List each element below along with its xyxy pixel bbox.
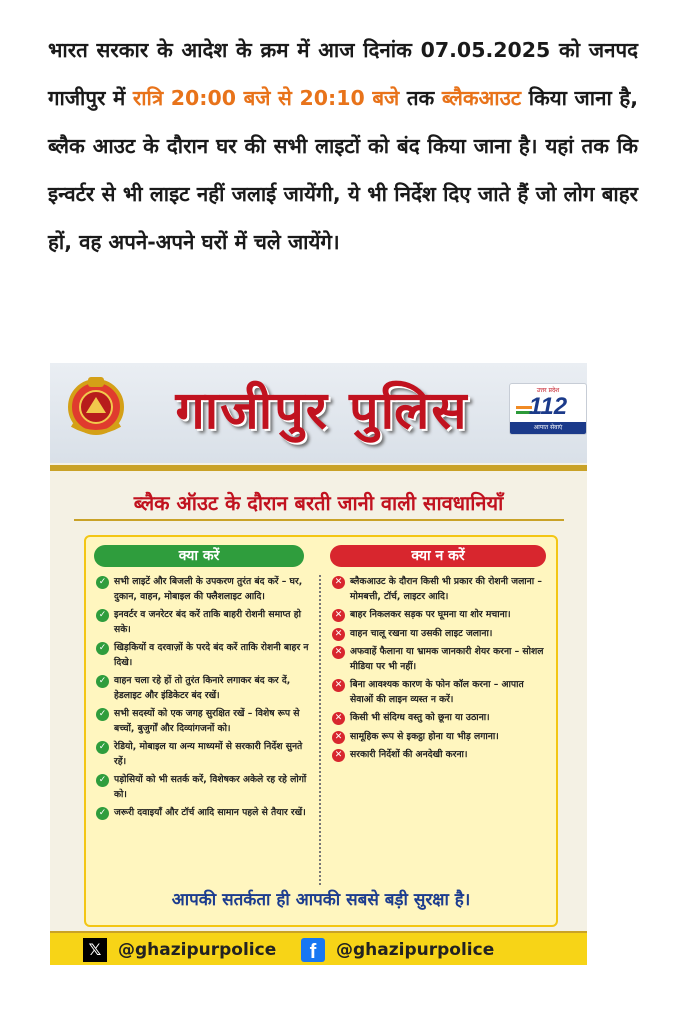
poster-tagline: आपकी सतर्कता ही आपकी सबसे बड़ी सुरक्षा है।: [171, 890, 471, 910]
do-list: [96, 575, 312, 825]
list-item: ✓ सभी लाइटें और बिजली के उपकरण तुरंत बंद करें – घर, दुकान, वाहन, मोबाइल की फ्लैशलाइट आदि।: [96, 575, 312, 604]
cross-icon: ✕: [332, 646, 345, 659]
list-item: ✕ बाहर निकलकर सड़क पर घूमना या शोर मचाना।: [332, 608, 546, 623]
check-icon: ✓: [96, 642, 109, 655]
list-item: ✓ इनवर्टर व जनरेटर बंद करें ताकि बाहरी रोशनी समाप्त हो सके।: [96, 608, 312, 637]
poster-heading: ब्लैक ऑउट के दौरान बरती जानी वाली सावधानियाँ: [133, 491, 504, 515]
x-handle: @ghazipurpolice: [118, 940, 277, 960]
badge-bottom-text: आपात सेवाएं: [510, 422, 586, 434]
check-icon: ✓: [96, 741, 109, 754]
list-item: ✕ किसी भी संदिग्ध वस्तु को छूना या उठाना।: [332, 711, 546, 726]
intro-blackout-highlight: ब्लैकआउट: [441, 86, 522, 110]
precautions-card: [84, 535, 558, 927]
do-header: क्या करें: [94, 545, 304, 567]
list-item: ✓ जरूरी दवाइयाँ और टॉर्च आदि सामान पहले से तैयार रखें।: [96, 806, 312, 821]
list-item: ✕ अफवाहें फैलाना या भ्रामक जानकारी शेयर करना – सोशल मीडिया पर भी नहीं।: [332, 645, 546, 674]
cross-icon: ✕: [332, 731, 345, 744]
check-icon: ✓: [96, 774, 109, 787]
intro-text-3: किया जाना है, ब्लैक आउट के दौरान घर की सभी लाइटों को बंद किया जाना है। यहां तक कि इन्वर्टर से भी लाइट नहीं जलाई जायेंगी, ये भी निर्देश दिए जाते हैं जो लोग बाहर हों, वह अपने-अपने घरों में चले जायेंगे।: [48, 86, 639, 254]
list-item: ✕ सरकारी निर्देशों की अनदेखी करना।: [332, 748, 546, 763]
social-footer: [50, 931, 587, 965]
cross-icon: ✕: [332, 712, 345, 725]
cross-icon: ✕: [332, 749, 345, 762]
heading-underline: [74, 519, 564, 521]
dont-header: क्या न करें: [330, 545, 546, 567]
police-poster-image: [50, 363, 587, 965]
facebook-icon: f: [301, 938, 325, 962]
list-item: ✕ वाहन चालू रखना या उसकी लाइट जलाना।: [332, 627, 546, 642]
list-item: ✓ रेडियो, मोबाइल या अन्य माध्यमों से सरकारी निर्देश सुनते रहें।: [96, 740, 312, 769]
cross-icon: ✕: [332, 628, 345, 641]
cross-icon: ✕: [332, 679, 345, 692]
check-icon: ✓: [96, 708, 109, 721]
intro-text-2: तक: [399, 86, 442, 110]
intro-time-highlight: रात्रि 20:00 बजे से 20:10 बजे: [132, 86, 400, 110]
check-icon: ✓: [96, 609, 109, 622]
check-icon: ✓: [96, 576, 109, 589]
check-icon: ✓: [96, 807, 109, 820]
check-icon: ✓: [96, 675, 109, 688]
badge-number: 112: [528, 393, 568, 420]
badge-top-text: उत्तर प्रदेश: [536, 387, 560, 394]
x-logo-icon: 𝕏: [83, 938, 107, 962]
intro-paragraph: [48, 26, 638, 266]
list-item: ✕ बिना आवश्यक कारण के फोन कॉल करना – आपात सेवाओं की लाइन व्यस्त न करें।: [332, 678, 546, 707]
dont-list: [332, 575, 546, 767]
facebook-handle: @ghazipurpolice: [336, 940, 495, 960]
cross-icon: ✕: [332, 609, 345, 622]
cross-icon: ✕: [332, 576, 345, 589]
list-item: ✓ खिड़कियों व दरवाज़ों के परदे बंद करें ताकि रोशनी बाहर न दिखे।: [96, 641, 312, 670]
list-item: ✓ पड़ोसियों को भी सतर्क करें, विशेषकर अकेले रह रहे लोगों को।: [96, 773, 312, 802]
emergency-112-badge: [509, 383, 587, 435]
intro-text-1: भारत सरकार के आदेश के क्रम में आज दिनांक 07.05.2025 को जनपद गाजीपुर में: [48, 38, 638, 110]
list-item: ✕ सामूहिक रूप से इकट्ठा होना या भीड़ लगाना।: [332, 730, 546, 745]
list-item: ✓ वाहन चला रहे हों तो तुरंत किनारे लगाकर बंद कर दें, हेडलाइट और इंडिकेटर बंद रखें।: [96, 674, 312, 703]
list-item: ✓ सभी सदस्यों को एक जगह सुरक्षित रखें – विशेष रूप से बच्चों, बुजुर्गों और दिव्यांगजनों को।: [96, 707, 312, 736]
up-police-emblem-icon: [64, 373, 128, 439]
list-item: ✕ ब्लैकआउट के दौरान किसी भी प्रकार की रोशनी जलाना – मोमबत्ती, टॉर्च, लाइटर आदि।: [332, 575, 546, 604]
column-divider: [319, 575, 321, 885]
poster-title: गाजीपुर पुलिस: [175, 380, 469, 441]
